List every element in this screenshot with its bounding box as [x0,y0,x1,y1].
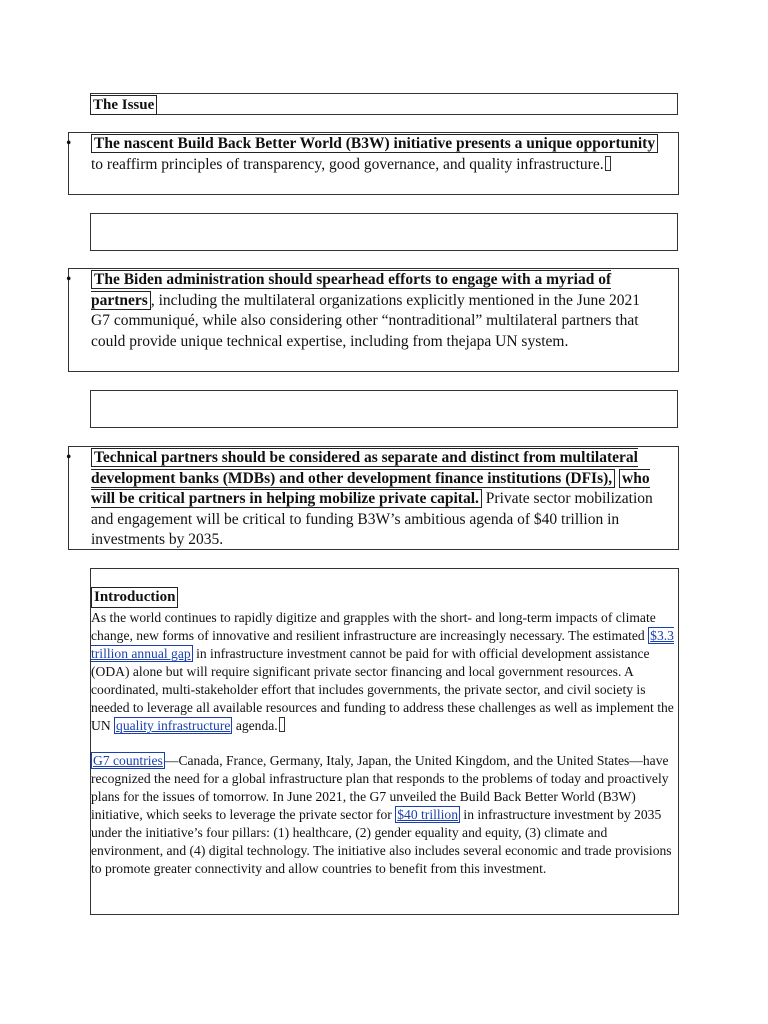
annual-gap-link[interactable]: $3.3 trillion annual gap [91,628,674,661]
introduction-paragraph-2 [91,752,674,878]
text-cursor [279,717,285,732]
bullet-2-text: , including the multilateral organizations explicitly mentioned in the June 2021 G7 communiqué, while also considering other “nontraditional” multilateral partners that could provide unique technical expertise, including from thejapa UN system. [91,291,640,350]
bullet-item-2 [68,268,679,372]
g7-countries-link[interactable]: G7 countries [93,753,163,768]
intro-p2-text-b: in infrastructure investment by 2035 under the initiative’s four pillars: (1) healthcare, (2) gender equality and equity, (3) climate and environment, and (4) digital technology. The initiative also includes several economic and trade provisions to promote greater connectivity and allow countries to benefit from this investment. [91,807,672,876]
intro-p1-text-c: agenda. [232,718,278,733]
introduction-paragraph-1 [91,609,674,735]
bullet-marker: • [66,135,72,152]
forty-trillion-link[interactable]: $40 trillion [397,807,459,822]
quality-infrastructure-link[interactable]: quality infrastructure [116,718,231,733]
bullet-marker: • [66,271,72,288]
text-cursor [605,156,611,171]
bullet-1-text: to reaffirm principles of transparency, good governance, and quality infrastructure. [91,155,604,173]
bullet-item-1 [68,132,679,195]
bullet-3-text: Private sector mobilization and engagement will be critical to funding B3W’s ambitious agenda of $40 trillion in investments by 2035. [91,490,653,548]
issue-heading-box [90,93,678,115]
bullet-2-bold: The Biden administration should spearhead efforts to engage with a myriad of partners [91,271,612,309]
issue-heading: The Issue [90,95,157,115]
bullet-3-bold-b: who will be critical partners in helping mobilize private capital. [91,469,650,507]
introduction-section [90,568,679,915]
bullet-1-bold: The nascent Build Back Better World (B3W) initiative presents a unique opportunity [91,134,658,153]
intro-p1-text-b: in infrastructure investment cannot be paid for with official development assistance (ODA) alone but will require significant private sector financing and local government resources. A coordinated, multi-stakeholder effort that includes governments, the private sector, and civil society is needed to leverage all available resources and funding to address these challenges as well as implement the UN [91,646,674,733]
introduction-heading: Introduction [91,587,178,608]
empty-box-2 [90,390,678,428]
intro-p1-text-a: As the world continues to rapidly digitize and grapples with the short- and long-term impacts of climate change, new forms of innovative and resilient infrastructure are increasingly necessary. The estimated [91,610,656,643]
intro-p2-text-a: —Canada, France, Germany, Italy, Japan, the United Kingdom, and the United States—have recognized the need for a global infrastructure plan that responds to the problems of today and proactively plans for the issues of tomorrow. In June 2021, the G7 unveiled the Build Back Better World (B3W) initiative, which seeks to leverage the private sector for [91,753,669,822]
bullet-item-3 [68,446,679,550]
bullet-3-bold-a: Technical partners should be considered as separate and distinct from multilateral development banks (MDBs) and other development finance institutions (DFIs), [91,449,638,487]
empty-box-1 [90,213,678,251]
bullet-marker: • [66,449,72,466]
